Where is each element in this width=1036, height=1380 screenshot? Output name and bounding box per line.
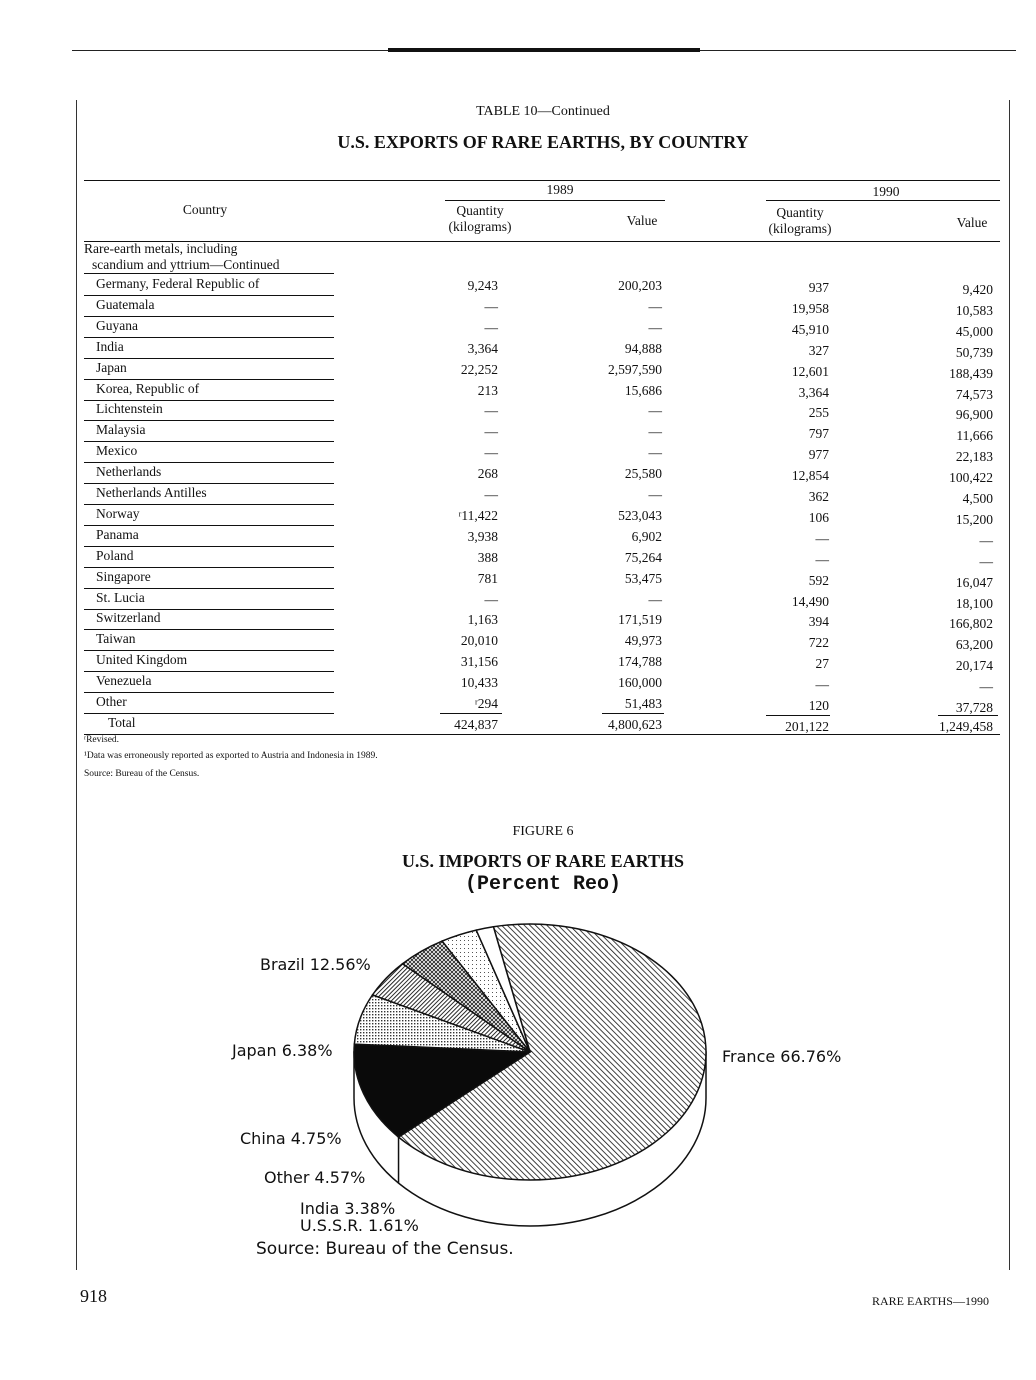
table-cell-q1989: 781 xyxy=(477,570,498,586)
table-row-country: Venezuela xyxy=(96,673,152,689)
pie-label-india: India 3.38% xyxy=(300,1199,396,1218)
table-row-country: Mexico xyxy=(96,443,138,459)
table-cell-v1989: — xyxy=(648,403,662,419)
table-cell-q1990: 255 xyxy=(808,405,829,421)
pie-label-brazil: Brazil 12.56% xyxy=(260,955,371,974)
table-cell-q1989: 3,938 xyxy=(467,528,498,544)
table-cell-v1990: 50,739 xyxy=(955,344,993,360)
table-cell-q1990: 106 xyxy=(808,509,829,525)
note-footnote1: ¹Data was erroneously reported as exported to Austria and Indonesia in 1989. xyxy=(84,751,378,761)
header-year-1990: 1990 xyxy=(872,184,900,199)
table-cell-v1990: 74,573 xyxy=(955,386,993,402)
table-cell-q1989: — xyxy=(484,445,498,461)
table-title: U.S. EXPORTS OF RARE EARTHS, BY COUNTRY xyxy=(337,132,749,152)
pie-label-u-s-s-r: U.S.S.R. 1.61% xyxy=(300,1216,419,1235)
table-cell-v1990: 63,200 xyxy=(955,637,993,653)
table-cell-v1990: 96,900 xyxy=(955,407,993,423)
note-source: Source: Bureau of the Census. xyxy=(84,769,200,779)
table-cell-v1989: — xyxy=(648,424,662,440)
table-cell-q1989: — xyxy=(484,591,498,607)
table-cell-q1990: — xyxy=(815,530,829,546)
table-row-country: Switzerland xyxy=(96,610,161,626)
table-row-country: Netherlands xyxy=(96,464,162,480)
figure-subtitle: (Percent Reo) xyxy=(464,873,622,896)
table-cell-v1989: — xyxy=(648,298,662,314)
table-cell-v1990: 45,000 xyxy=(955,323,993,339)
total-label: Total xyxy=(108,715,136,730)
header-value-1989: Value xyxy=(626,213,658,228)
table-cell-q1989: 388 xyxy=(477,549,498,565)
table-row-country: Guyana xyxy=(96,317,138,333)
table-row-country: St. Lucia xyxy=(96,589,145,605)
table-cell-v1990: 9,420 xyxy=(962,282,993,297)
table-row-country: Lichtenstein xyxy=(96,401,163,417)
section-label: Rare-earth metals, including scandium and yttrium—Continued xyxy=(84,241,280,272)
table-cell-q1990: 977 xyxy=(808,447,829,463)
table-cell-v1989: 53,475 xyxy=(624,570,662,586)
table-cell-v1989: 94,888 xyxy=(624,340,662,356)
table-cell-v1990: 15,200 xyxy=(955,511,993,527)
table-cell-q1990: 12,601 xyxy=(791,363,829,379)
table-cell-v1989: — xyxy=(648,319,662,335)
table-cell-q1989: — xyxy=(484,319,498,335)
table-cell-v1989: 171,519 xyxy=(618,612,662,628)
header-country: Country xyxy=(182,202,228,217)
table-cell-v1990: 22,183 xyxy=(955,449,993,465)
table-cell-v1990: 18,100 xyxy=(955,595,993,611)
table-cell-q1990: 19,958 xyxy=(791,300,829,316)
table-cell-q1989: 213 xyxy=(477,382,498,398)
page-number: 918 xyxy=(80,1286,107,1306)
table-cell-v1989: 174,788 xyxy=(618,654,662,670)
table-row-country: United Kingdom xyxy=(96,652,188,668)
table-cell-q1990: 327 xyxy=(808,342,829,358)
table-row-country: India xyxy=(96,338,124,354)
table-cell-v1989: 15,686 xyxy=(624,382,662,398)
figure-source: Source: Bureau of the Census. xyxy=(256,1239,514,1259)
pie-label-other: Other 4.57% xyxy=(264,1168,366,1187)
table-cell-q1989: ʳ294 xyxy=(474,696,498,711)
table-cell-q1990: 394 xyxy=(808,614,829,630)
table-cell-q1989: — xyxy=(484,403,498,419)
header-value-1990: Value xyxy=(956,215,988,230)
total-v1990: 1,249,458 xyxy=(939,719,993,734)
table-cell-q1989: — xyxy=(484,424,498,440)
table-cell-v1989: 160,000 xyxy=(618,675,662,691)
table-cell-q1990: 722 xyxy=(808,635,829,651)
table-cell-v1989: — xyxy=(648,591,662,607)
table-cell-v1990: 37,728 xyxy=(955,700,993,715)
table-cell-q1990: 797 xyxy=(808,426,829,442)
table-cell-q1990: — xyxy=(815,551,829,567)
table-cell-v1990: 16,047 xyxy=(955,574,993,590)
table-cell-q1990: 592 xyxy=(808,572,829,588)
table-cell-v1989: 6,902 xyxy=(631,528,662,544)
table-cell-q1989: 22,252 xyxy=(460,361,498,377)
table-cell-q1989: 20,010 xyxy=(460,633,498,649)
table-cell-q1990: 45,910 xyxy=(791,321,829,337)
table-cell-v1989: 75,264 xyxy=(624,549,662,565)
table-row-country: Panama xyxy=(96,526,139,542)
table-cell-q1990: 27 xyxy=(815,656,829,672)
pie-label-japan: Japan 6.38% xyxy=(232,1041,333,1060)
table-cell-v1990: 100,422 xyxy=(949,470,993,486)
table-cell-q1989: 1,163 xyxy=(467,612,498,628)
table-cell-q1990: 120 xyxy=(808,698,829,713)
table-subtitle: TABLE 10—Continued xyxy=(476,104,610,119)
table-cell-q1989: 10,433 xyxy=(460,675,498,691)
table-cell-v1989: 2,597,590 xyxy=(608,361,662,377)
table-cell-q1989: — xyxy=(484,298,498,314)
header-year-1989: 1989 xyxy=(546,182,574,197)
figure-label: FIGURE 6 xyxy=(512,824,574,839)
table-cell-q1990: 12,854 xyxy=(791,468,829,484)
table-cell-v1989: 523,043 xyxy=(618,507,662,523)
header-quantity-1990: Quantity (kilograms) xyxy=(768,205,832,236)
table-row-country: Norway xyxy=(96,505,140,521)
table-cell-q1990: 14,490 xyxy=(791,593,829,609)
table-row-country: Korea, Republic of xyxy=(96,380,200,396)
table-cell-v1990: 4,500 xyxy=(962,491,993,506)
table-cell-q1990: 937 xyxy=(808,280,829,295)
header-quantity-1989: Quantity (kilograms) xyxy=(448,203,512,234)
table-cell-v1990: — xyxy=(979,679,993,695)
table-cell-q1990: — xyxy=(815,677,829,693)
table-cell-v1990: — xyxy=(979,553,993,569)
table-cell-v1990: 11,666 xyxy=(956,428,993,444)
table-cell-q1989: 268 xyxy=(477,466,498,482)
table-cell-q1990: 362 xyxy=(808,489,829,504)
table-row-country: Netherlands Antilles xyxy=(96,485,207,500)
table-cell-v1990: — xyxy=(979,532,993,548)
table-cell-v1990: 166,802 xyxy=(949,616,993,632)
table-cell-v1990: 10,583 xyxy=(955,302,993,318)
table-cell-q1989: 3,364 xyxy=(467,340,498,356)
table-row-country: Japan xyxy=(96,359,127,375)
table-row-country: Other xyxy=(96,694,127,709)
figure-title: U.S. IMPORTS OF RARE EARTHS xyxy=(401,851,685,871)
table-cell-q1990: 3,364 xyxy=(798,384,829,400)
table-cell-v1990: 20,174 xyxy=(955,658,993,674)
total-q1990: 201,122 xyxy=(785,719,829,734)
table-cell-v1989: 200,203 xyxy=(618,278,662,293)
table-cell-v1989: — xyxy=(648,445,662,461)
table-row-country: Taiwan xyxy=(96,631,136,647)
table-cell-q1989: — xyxy=(484,487,498,502)
table-row-country: Guatemala xyxy=(96,296,155,312)
table-cell-q1989: ʳ11,422 xyxy=(458,507,498,523)
table-cell-v1989: 49,973 xyxy=(624,633,662,649)
table-row-country: Poland xyxy=(96,547,134,563)
table-cell-v1989: — xyxy=(648,487,662,502)
table-row-country: Germany, Federal Republic of xyxy=(96,276,260,291)
table-row-country: Singapore xyxy=(96,568,151,584)
table-cell-q1989: 31,156 xyxy=(460,654,498,670)
table-cell-q1989: 9,243 xyxy=(467,278,498,293)
pie-label-france: France 66.76% xyxy=(722,1047,842,1066)
table-row-country: Malaysia xyxy=(96,422,146,438)
pie-label-china: China 4.75% xyxy=(240,1129,342,1148)
total-q1989: 424,837 xyxy=(454,717,498,732)
total-v1989: 4,800,623 xyxy=(608,717,662,732)
note-revised: ʳRevised. xyxy=(84,735,120,745)
table-cell-v1989: 51,483 xyxy=(624,696,662,711)
table-cell-v1990: 188,439 xyxy=(949,365,993,381)
running-head: RARE EARTHS—1990 xyxy=(872,1294,989,1308)
table-cell-v1989: 25,580 xyxy=(624,466,662,482)
